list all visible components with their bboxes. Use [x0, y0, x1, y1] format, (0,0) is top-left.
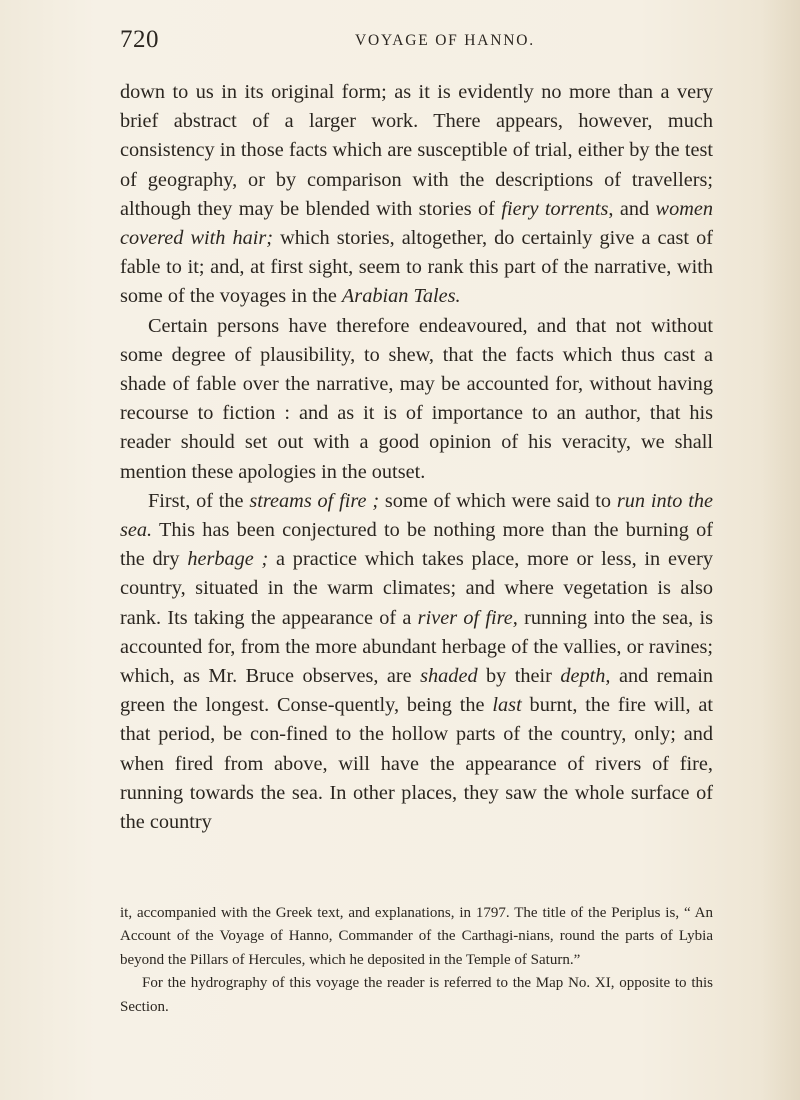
- text-run: running into the sea, is accounted for, from the more abundant herbage of the vallies, or ravines; which, as Mr. Bruce observes, are: [120, 606, 714, 688]
- text-run: down to us in its original form; as it is evidently no more than a very brief abstract of a larger work. There appears, however, much consistency in those facts which are susceptible of trial, either by the test of geography, or by comparison with the descriptions of travellers; although they may be blended with stories of: [120, 81, 713, 220]
- italic-run: last: [492, 694, 522, 717]
- text-run: some of which were said to: [379, 489, 617, 512]
- paragraph-2: Certain persons have therefore endeavoured, and that not without some degree of plausibility, to shew, that the facts which thus cast a shade of fable over the narrative, may be accounted for, without having recourse to fiction : and as it is of importance to an author, that his reader should set out with a good opinion of his veracity, we shall mention these apologies in the outset.: [120, 314, 713, 483]
- italic-run: women covered with hair;: [120, 197, 714, 250]
- text-run: , and: [608, 197, 656, 220]
- italic-run: shaded: [420, 665, 478, 688]
- main-text: [120, 78, 713, 837]
- footnote-map-reference: For the hydrography of this voyage the reader is referred to the Map No. XI, opposite to this Section.: [120, 975, 713, 1015]
- text-run: which stories, altogether, do certainly give a cast of fable to it; and, at first sight, seem to rank this part of the narrative, with some of the voyages in the: [120, 227, 713, 308]
- text-run: burnt, the fire will, at that period, be con-fined to the hollow parts of the country, only; and when fired from above, will have the appearance of rivers of fire, running towards the sea. In other places, they saw the whole surface of the country: [120, 694, 713, 834]
- paragraph-3: [120, 487, 713, 837]
- italic-run: Arabian Tales.: [341, 285, 461, 308]
- page-edge-shadow: [760, 0, 800, 1100]
- text-run: a practice which takes place, more or less, in every country, situated in the warm climates; and where vegetation is also rank. Its taking the appearance of a: [120, 548, 713, 629]
- text-run: by their: [477, 665, 561, 688]
- footnote-continuation: it, accompanied with the Greek text, and explanations, in 1797. The title of the Periplus is, “ An Account of the Voyage of Hanno, Commander of the Carthagi-nians, round the parts of Lybia beyond the Pillars of Hercules, which he deposited in the Temple of Saturn.”: [120, 905, 713, 968]
- italic-run: depth,: [560, 665, 611, 688]
- text-run: This has been conjectured to be nothing more than the burning of the dry: [120, 519, 713, 571]
- page-header: [120, 26, 712, 56]
- italic-run: run into the sea.: [120, 489, 713, 542]
- text-run: First, of the: [148, 489, 250, 512]
- paragraph-1: [120, 78, 713, 312]
- footnotes: [120, 902, 713, 1019]
- text-run: and remain green the longest. Conse-quently, being the: [120, 665, 713, 717]
- page-number: 720: [120, 26, 159, 53]
- italic-run: fiery torrents: [501, 197, 609, 220]
- italic-run: streams of fire ;: [249, 489, 380, 512]
- running-title: VOYAGE OF HANNO.: [355, 32, 535, 49]
- italic-run: herbage ;: [187, 548, 269, 571]
- italic-run: river of fire,: [417, 606, 518, 629]
